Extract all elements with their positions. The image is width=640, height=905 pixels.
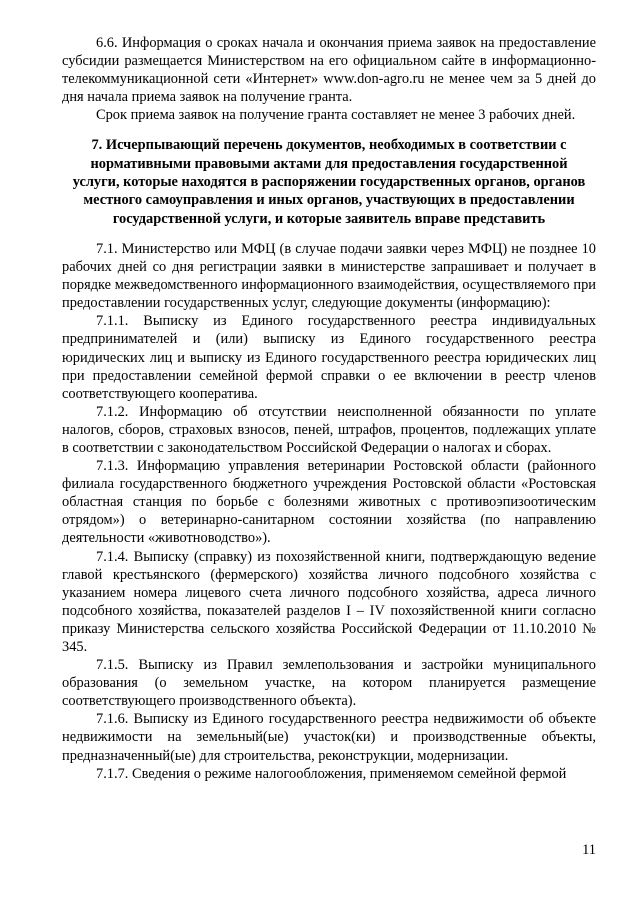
paragraph-7-1-6: 7.1.6. Выписку из Единого государственного реестра недвижимости об объекте недвижимости на земельный(ые) участок(ки) и производственные объекты, предназначенный(ые) для строительства, реконструкции, модернизации. [62,711,596,764]
paragraph-7-1-5: 7.1.5. Выписку из Правил землепользования и застройки муниципального образования (о земельном участке, на котором планируется размещение соответствующего производственного объекта). [62,657,596,710]
paragraph-7-1-4: 7.1.4. Выписку (справку) из похозяйственной книги, подтверждающую ведение главой крестьянского (фермерского) хозяйства личного подсобного хозяйства с указанием номера лицевого счета личного подсобного хозяйства, адреса личного подсобного хозяйства, показателей разделов I – IV похозяйственной книги согласно приказу Министерства сельского хозяйства Российской Федерации от 11.10.2010 № 345. [62,548,596,656]
paragraph-7-1: 7.1. Министерство или МФЦ (в случае подачи заявки через МФЦ) не позднее 10 рабочих дней со дня регистрации заявки в министерстве запрашивает и получает в порядке межведомственного информационного взаимодействия, осуществляемого при предоставлении государственных услуг, следующие документы (информацию): [62,240,596,312]
paragraph-7-1-2: 7.1.2. Информацию об отсутствии неисполненной обязанности по уплате налогов, сборов, страховых взносов, пеней, штрафов, процентов, подлежащих уплате в соответствии с законодательством Российской Федерации о налогах и сборах. [62,403,596,456]
document-page [62,34,596,783]
paragraph-6-6: 6.6. Информация о сроках начала и окончания приема заявок на предоставление субсидии размещается Министерством на его официальном сайте в информационно-телекоммуникационной сети «Интернет» www.don-agro.ru не менее чем за 5 дней до дня начала приема заявок на получение гранта. [62,35,596,106]
paragraph-7-1-3: 7.1.3. Информацию управления ветеринарии Ростовской области (районного филиала государственного бюджетного учреждения Ростовской области «Ростовская областная станция по борьбе с болезнями животных с противоэпизоотическим отрядом») о ветеринарно-санитарном состоянии хозяйства (по направлению деятельности «животноводство»). [62,458,596,547]
page-number: 11 [582,842,596,858]
paragraph-application-term: Срок приема заявок на получение гранта составляет не менее 3 рабочих дней. [96,107,576,124]
section-7-heading: 7. Исчерпывающий перечень документов, необходимых в соответствии с нормативными правовыми актами для предоставления государственной услуги, которые находятся в распоряжении государственных органов, органов местного самоуправления и иных органов, участвующих в предоставлении государственной услуги, и которые заявитель вправе представить [72,137,586,227]
paragraph-7-1-7: 7.1.7. Сведения о режиме налогообложения, применяемом семейной фермой [96,765,567,782]
paragraph-7-1-1: 7.1.1. Выписку из Единого государственного реестра индивидуальных предпринимателей и (или) выписку из Единого государственного реестра юридических лиц и выписку из Единого государственного реестра юридических лиц при предоставлении семейной фермой справки о ее включении в реестр членов соответствующего кооператива. [62,313,596,402]
